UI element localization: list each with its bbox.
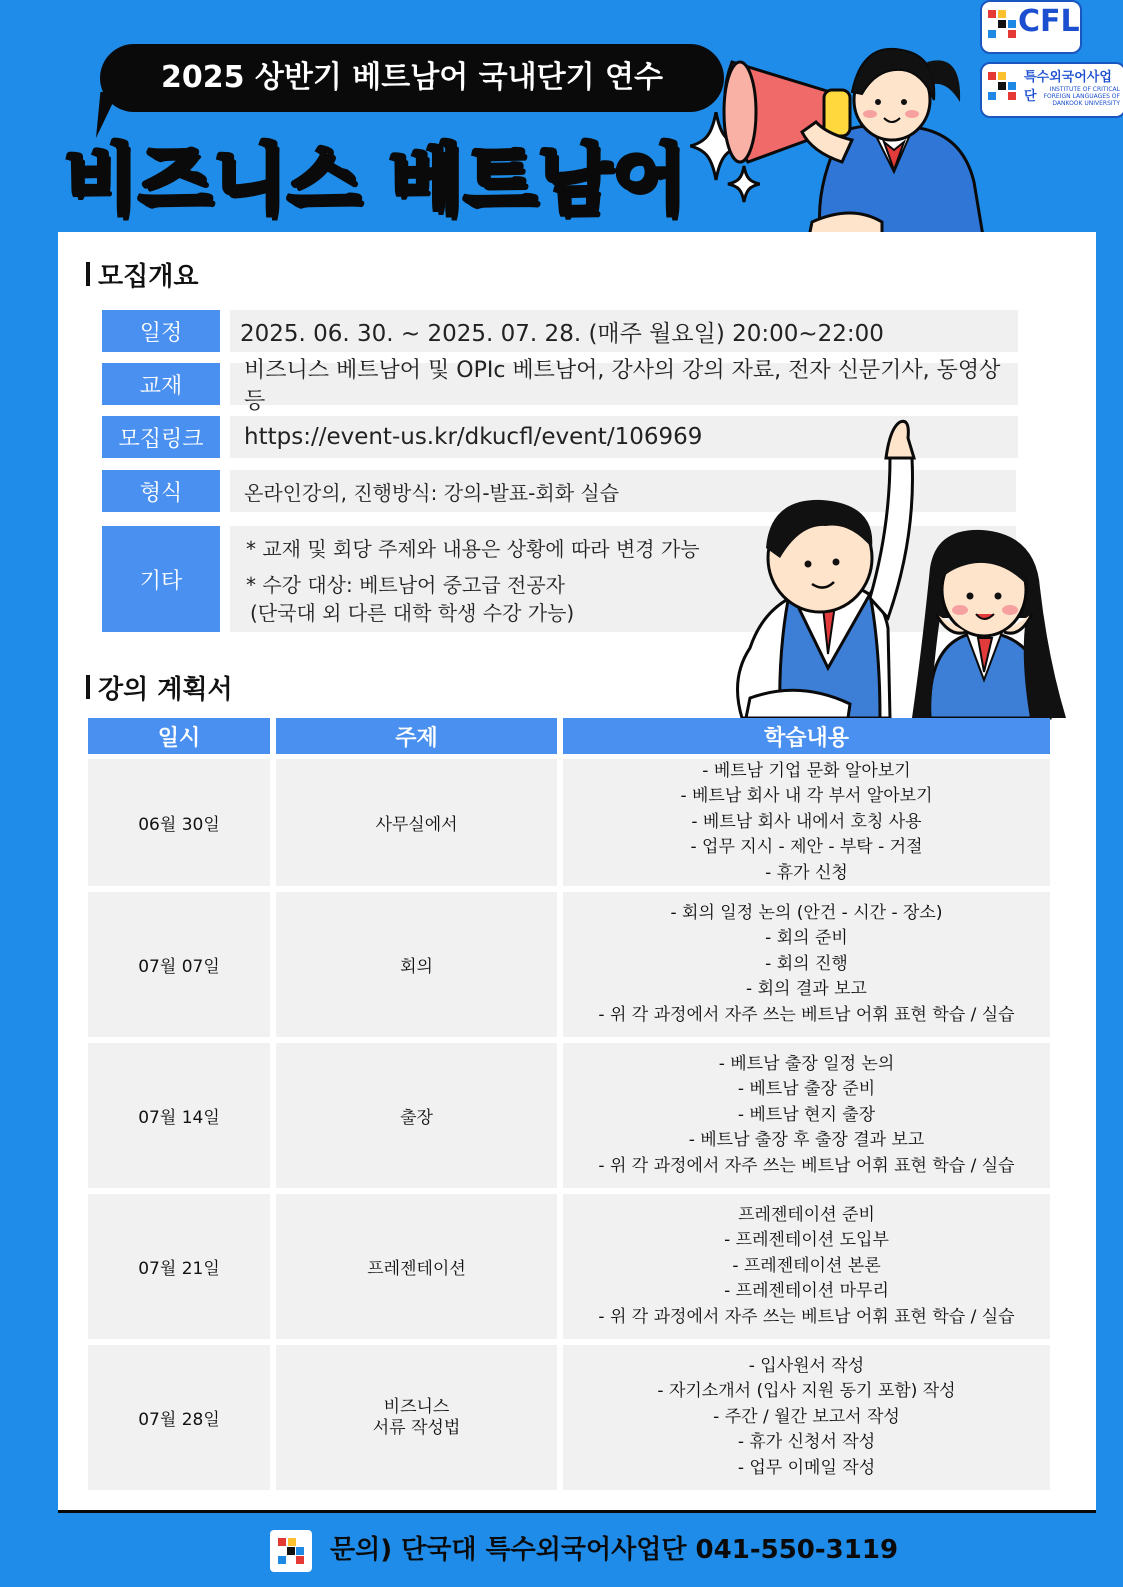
- institute-logo-subtext: INSTITUTE OF CRITICAL FOREIGN LANGUAGES OF DANKOOK UNIVERSITY: [1043, 86, 1120, 107]
- info-label-format: 형식: [102, 470, 220, 512]
- info-label-etc: 기타: [102, 526, 220, 632]
- content-line: - 자기소개서 (입사 지원 동기 포함) 작성: [657, 1381, 956, 1402]
- main-title: 비즈니스 베트남어: [64, 135, 687, 224]
- info-value-textbook: 비즈니스 베트남어 및 OPIc 베트남어, 강사의 강의 자료, 전자 신문기사, 동영상 등: [230, 363, 1018, 405]
- content-line: 프레젠테이션 준비: [738, 1204, 875, 1225]
- institute-logo-text: 특수외국어사업단: [1024, 70, 1112, 104]
- content-line: - 베트남 회사 내에서 호칭 사용: [691, 811, 922, 832]
- recruitment-link[interactable]: https://event-us.kr/dkucfl/event/106969: [230, 416, 1018, 458]
- content-line: - 업무 지시 - 제안 - 부탁 - 거절: [690, 837, 923, 858]
- content-line: - 업무 이메일 작성: [737, 1457, 876, 1478]
- content-line: - 휴가 신청서 작성: [737, 1432, 876, 1453]
- row-date: 07월 21일: [88, 1194, 270, 1339]
- footer-logo-icon: [276, 1536, 306, 1566]
- info-label-schedule: 일정: [102, 310, 220, 352]
- row-topic: 출장: [276, 1043, 557, 1188]
- col-header-topic: 주제: [276, 718, 557, 754]
- etc-line-3: (단국대 외 다른 대학 학생 수강 가능): [250, 601, 575, 625]
- content-line: - 위 각 과정에서 자주 쓰는 베트남 어휘 표현 학습 / 실습: [598, 1004, 1015, 1025]
- content-line: - 프레젠테이션 마무리: [724, 1281, 889, 1302]
- megaphone-girl-illustration: [712, 22, 1002, 244]
- row-date: 06월 30일: [88, 759, 270, 886]
- overview-title: 모집개요: [98, 262, 199, 292]
- content-line: - 휴가 신청: [765, 862, 848, 883]
- section-bar: [86, 675, 90, 699]
- footer-contact: 문의) 단국대 특수외국어사업단 041-550-3119: [330, 1535, 899, 1565]
- content-line: - 프레젠테이션 본론: [732, 1255, 881, 1276]
- content-line: - 회의 준비: [765, 928, 848, 949]
- content-line: - 주간 / 월간 보고서 작성: [713, 1406, 900, 1427]
- row-content: [563, 1043, 1050, 1188]
- row-topic: 비즈니스 서류 작성법: [276, 1345, 557, 1490]
- row-topic: 회의: [276, 892, 557, 1037]
- row-date: 07월 07일: [88, 892, 270, 1037]
- cfl-logo-text: CFL: [1018, 4, 1080, 39]
- row-date: 07월 14일: [88, 1043, 270, 1188]
- info-label-textbook: 교재: [102, 363, 220, 405]
- content-line: - 입사원서 작성: [748, 1355, 865, 1376]
- row-topic: 프레젠테이션: [276, 1194, 557, 1339]
- etc-line-1: * 교재 및 회당 주제와 내용은 상황에 따라 변경 가능: [246, 537, 700, 561]
- logo-mark-icon: [986, 8, 1018, 40]
- etc-line-2: * 수강 대상: 베트남어 중고급 전공자: [246, 573, 566, 597]
- content-line: - 회의 결과 보고: [746, 979, 867, 1000]
- content-line: - 베트남 현지 출장: [737, 1104, 876, 1125]
- content-line: - 회의 일정 논의 (안건 - 시간 - 장소): [670, 902, 943, 923]
- row-topic: 사무실에서: [276, 759, 557, 886]
- info-value-schedule: 2025. 06. 30. ~ 2025. 07. 28. (매주 월요일) 20:00~22:00: [230, 310, 1018, 352]
- row-date: 07월 28일: [88, 1345, 270, 1490]
- content-line: - 베트남 기업 문화 알아보기: [702, 760, 911, 781]
- col-header-date: 일시: [88, 718, 270, 754]
- row-content: [563, 759, 1050, 886]
- schedule-title: 강의 계획서: [98, 675, 233, 705]
- row-content: [563, 1345, 1050, 1490]
- row-content: [563, 1194, 1050, 1339]
- institute-mark-icon: [986, 70, 1018, 102]
- col-header-content: 학습내용: [563, 718, 1050, 754]
- content-line: - 베트남 출장 후 출장 결과 보고: [688, 1130, 925, 1151]
- content-line: - 위 각 과정에서 자주 쓰는 베트남 어휘 표현 학습 / 실습: [598, 1155, 1015, 1176]
- content-line: - 회의 진행: [765, 953, 848, 974]
- students-illustration: [730, 418, 1075, 748]
- info-value-format: 온라인강의, 진행방식: 강의-발표-회화 실습: [230, 470, 1016, 512]
- content-line: - 베트남 출장 준비: [737, 1079, 876, 1100]
- content-line: - 프레젠테이션 도입부: [724, 1230, 889, 1251]
- row-content: [563, 892, 1050, 1037]
- section-bar: [86, 262, 90, 286]
- content-line: - 베트남 회사 내 각 부서 알아보기: [680, 786, 933, 807]
- info-label-link: 모집링크: [102, 416, 220, 458]
- subtitle: 2025 상반기 베트남어 국내단기 연수: [160, 60, 663, 95]
- content-line: - 위 각 과정에서 자주 쓰는 베트남 어휘 표현 학습 / 실습: [598, 1306, 1015, 1327]
- content-line: - 베트남 출장 일정 논의: [718, 1053, 895, 1074]
